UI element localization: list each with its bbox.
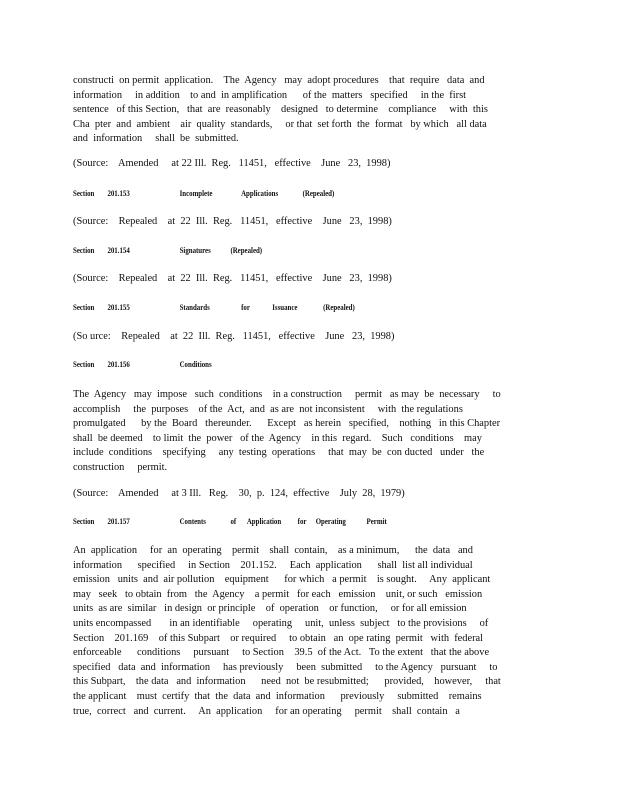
section-title-word: Signatures — [179, 246, 211, 255]
intro-paragraph — [73, 74, 513, 147]
section-title-word: Applications — [241, 189, 279, 198]
text-line: true, correct and current. An application for an operating permit shall contain a — [73, 705, 460, 717]
section-title-word: (Repealed) — [230, 246, 263, 255]
section-word: Section — [73, 360, 95, 369]
section-number: 201.154 — [107, 246, 130, 255]
section-title-word: Contents — [179, 517, 206, 526]
conditions-paragraph — [73, 388, 513, 476]
section-number: 201.156 — [107, 360, 130, 369]
section-word: Section — [73, 517, 95, 526]
section-title-word: for — [241, 303, 250, 312]
text-line: sentence of this Section, that are reasonably designed to determine compliance with this — [73, 104, 488, 116]
text-line: the applicant must certify that the data and information previously submitted remains — [73, 690, 482, 702]
text-line: information specified in Section 201.152. Each application shall list all individual — [73, 559, 473, 571]
section-title-word: (Repealed) — [302, 189, 335, 198]
section-heading-201-154 — [73, 245, 434, 257]
text-line: Section 201.169 of this Subpart or required to obtain an ope rating permit with federal — [73, 632, 484, 644]
section-title-word: Permit — [366, 517, 387, 526]
section-title-word: for — [297, 517, 307, 526]
section-heading-201-153 — [73, 188, 434, 200]
section-word: Section — [73, 189, 95, 198]
text-line: Cha pter and ambient air quality standards, or that set forth the format by which all data — [73, 118, 487, 130]
text-line: specified data and information has previously been submitted to the Agency pursuant to — [73, 661, 498, 673]
text-line: promulgated by the Board thereunder. Except as herein specified, nothing in this Chapter — [73, 418, 501, 430]
source-note: (Source: Repealed at 22 Ill. Reg. 11451, effective June 23, 1998) — [73, 273, 392, 284]
section-title-word: Application — [246, 517, 282, 526]
section-title-word: Operating — [315, 517, 346, 526]
source-note: (So urce: Repealed at 22 Ill. Reg. 11451, effective June 23, 1998) — [73, 331, 395, 342]
source-note: (Source: Repealed at 22 Ill. Reg. 11451, effective June 23, 1998) — [73, 216, 392, 227]
section-title-word: Incomplete — [179, 189, 213, 198]
text-line: The Agency may impose such conditions in a construction permit as may be necessary to — [73, 389, 501, 400]
text-line: information in addition to and in amplification of the matters specified in the first — [73, 89, 467, 101]
section-number: 201.153 — [107, 189, 130, 198]
section-heading-201-156 — [73, 359, 434, 371]
section-number: 201.155 — [107, 303, 130, 312]
section-word: Section — [73, 303, 95, 312]
text-line: and information shall be submitted. — [73, 133, 239, 145]
source-note: (Source: Amended at 22 Ill. Reg. 11451, effective June 23, 1998) — [73, 158, 391, 169]
section-title-word: of — [230, 517, 237, 526]
text-line: An application for an operating permit shall contain, as a minimum, the data and — [73, 545, 473, 556]
section-title-word: Conditions — [179, 360, 212, 369]
text-line: shall be deemed to limit the power of the Agency in this regard. Such conditions may — [73, 432, 482, 444]
text-line: construction permit. — [73, 461, 168, 473]
section-title-word: (Repealed) — [323, 303, 355, 312]
text-line: may seek to obtain from the Agency a permit for each emission unit, or such emission — [73, 588, 483, 600]
text-line: accomplish the purposes of the Act, and as are not inconsistent with the regulations — [73, 403, 463, 415]
source-note: (Source: Amended at 3 Ill. Reg. 30, p. 124, effective July 28, 1979) — [73, 488, 405, 499]
contents-paragraph — [73, 544, 513, 719]
section-title-word: Standards — [179, 303, 210, 312]
text-line: enforceable conditions pursuant to Section 39.5 of the Act. To the extent that the above — [73, 647, 490, 659]
text-line: units as are similar in design or principle of operation or function, or for all emission — [73, 603, 467, 615]
text-line: constructi on permit application. The Agency may adopt procedures that require data and — [73, 75, 485, 86]
section-title-word: Issuance — [272, 303, 298, 312]
text-line: units encompassed in an identifiable operating unit, unless subject to the provisions of — [73, 617, 489, 629]
text-line: this Subpart, the data and information need not be resubmitted; provided, however, that — [73, 676, 501, 688]
section-heading-201-157 — [73, 516, 434, 528]
text-line: emission units and air pollution equipment for which a permit is sought. Any applicant — [73, 574, 491, 586]
section-word: Section — [73, 246, 95, 255]
section-heading-201-155 — [73, 302, 434, 314]
text-line: include conditions specifying any testing operations that may be con ducted under the — [73, 447, 485, 459]
section-number: 201.157 — [107, 517, 130, 526]
